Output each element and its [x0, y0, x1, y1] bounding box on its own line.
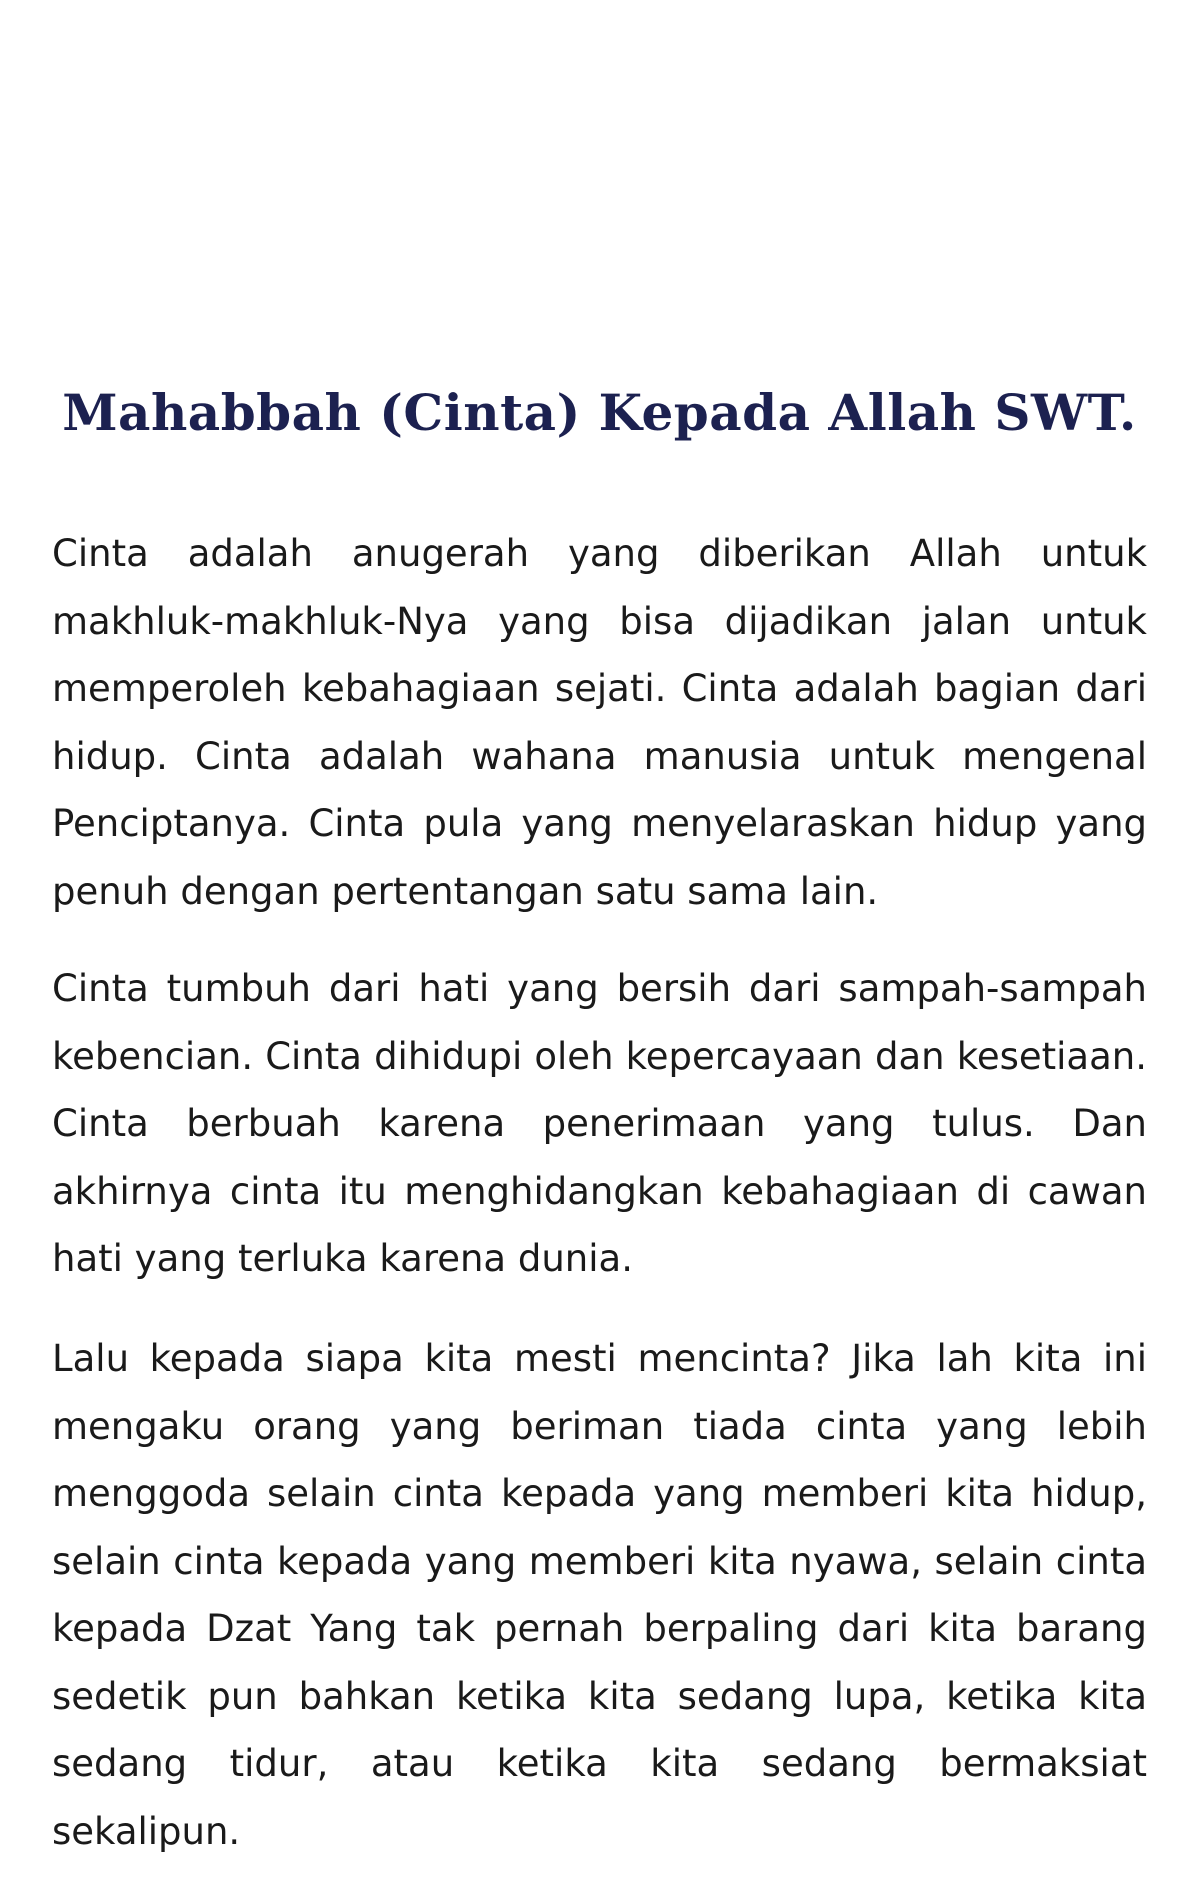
paragraph-2: Cinta tumbuh dari hati yang bersih dari sampah-sampah kebencian. Cinta dihidupi oleh kepercayaan dan kesetiaan. Cinta berbuah karena penerimaan yang tulus. Dan akhirnya cinta itu menghidangkan kebahagiaan di cawan hati yang terluka karena dunia.	[52, 967, 1147, 1280]
paragraph-1: Cinta adalah anugerah yang diberikan Allah untuk makhluk-makhluk-Nya yang bisa dijadikan jalan untuk memperoleh kebahagiaan sejati. Cinta adalah bagian dari hidup. Cinta adalah wahana manusia untuk mengenal Penciptanya. Cinta pula yang menyelaraskan hidup yang penuh dengan pertentangan satu sama lain.	[52, 532, 1147, 913]
article-title: Mahabbah (Cinta) Kepada Allah SWT.	[62, 383, 1137, 442]
paragraph-3: Lalu kepada siapa kita mesti mencinta? Jika lah kita ini mengaku orang yang beriman tiada cinta yang lebih menggoda selain cinta kepada yang memberi kita hidup, selain cinta kepada yang memberi kita nyawa, selain cinta kepada Dzat Yang tak pernah berpaling dari kita barang sedetik pun bahkan ketika kita sedang lupa, ketika kita sedang tidur, atau ketika kita sedang bermaksiat sekalipun.	[52, 1337, 1147, 1853]
